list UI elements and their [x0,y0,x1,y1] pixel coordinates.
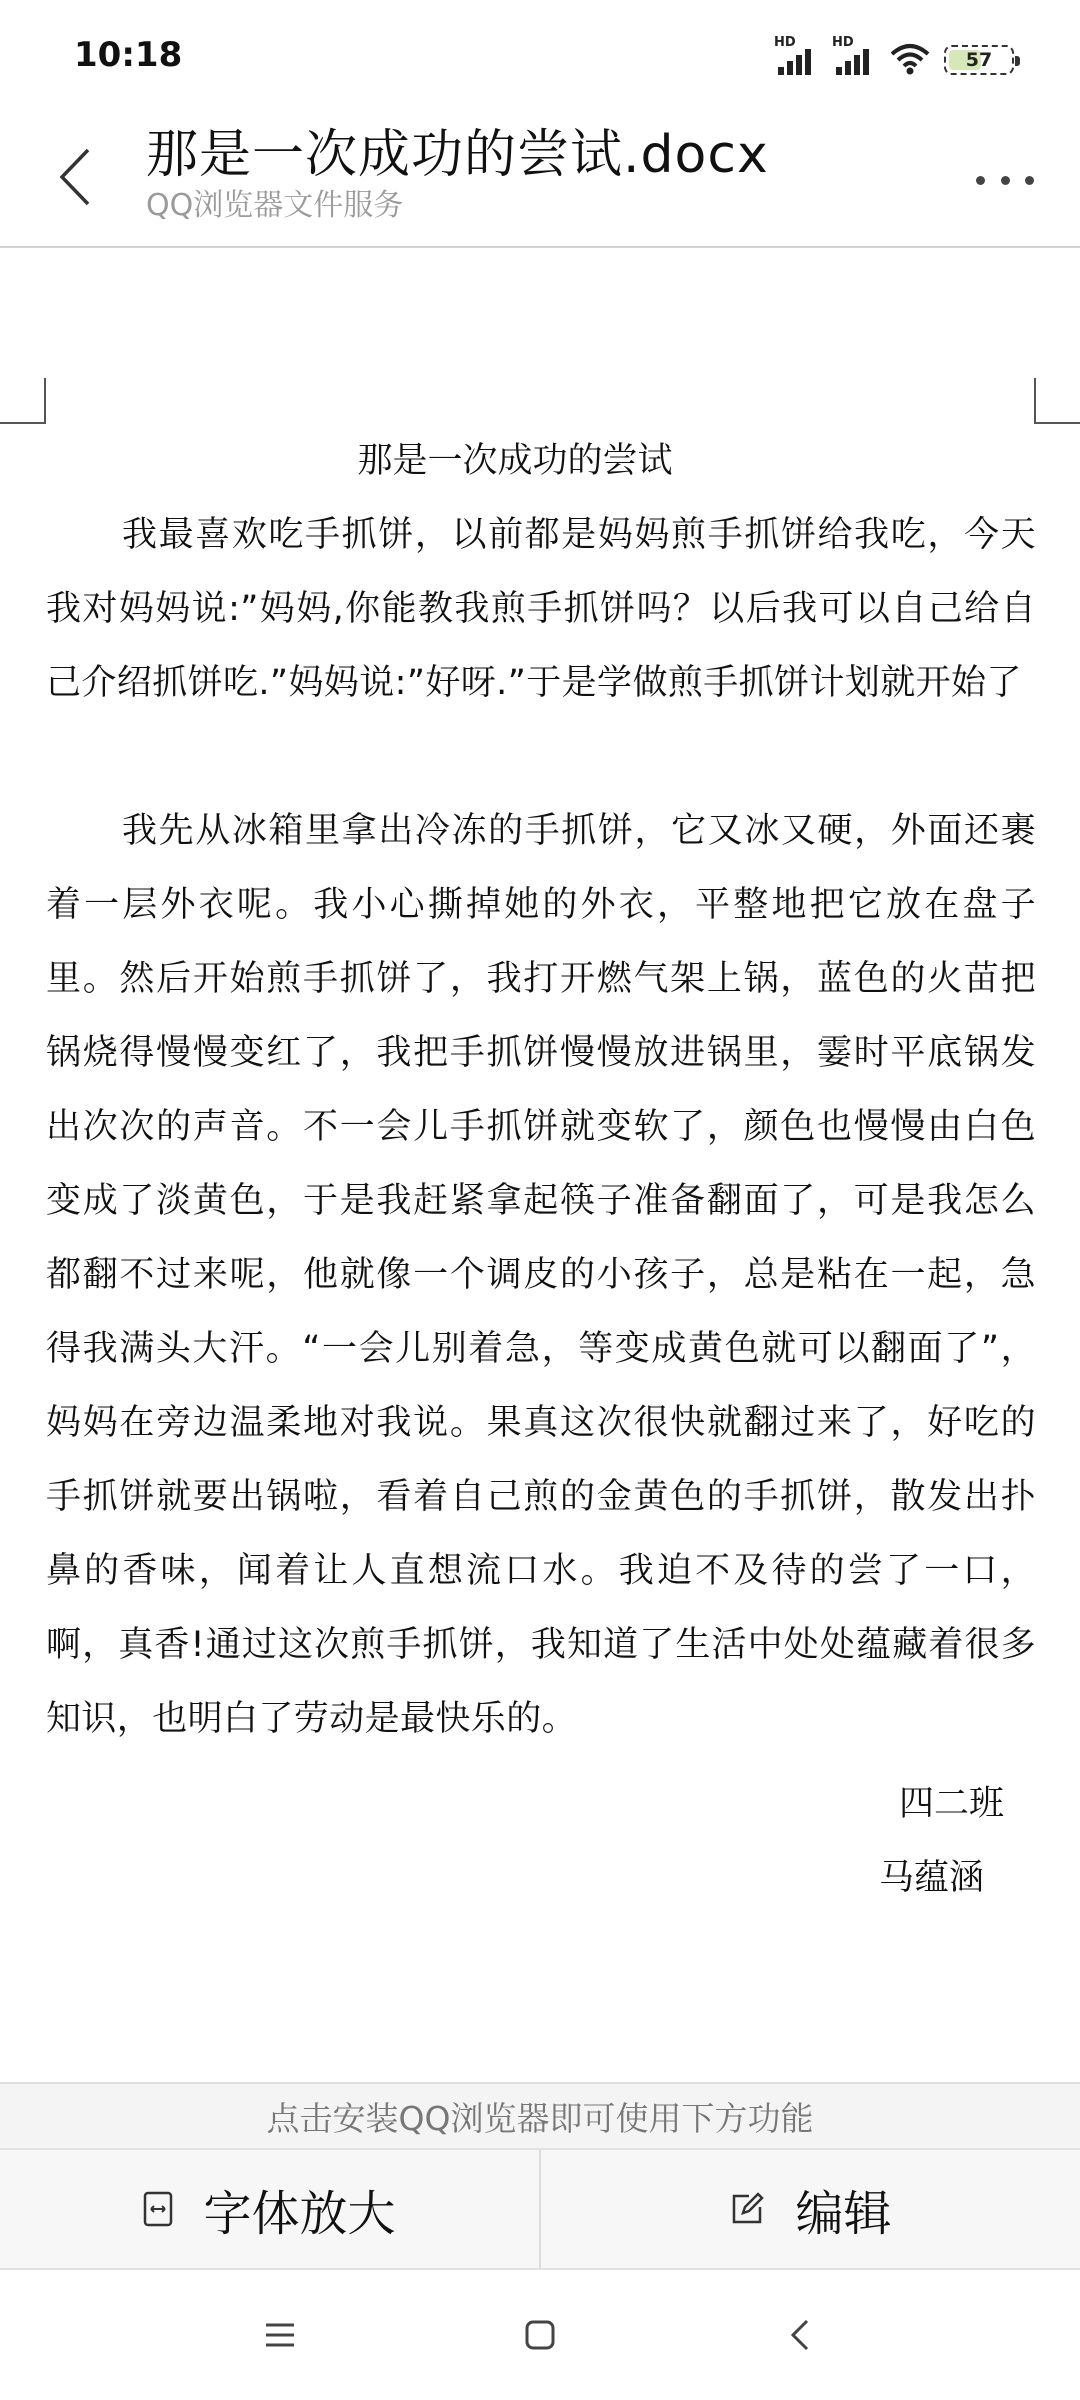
network-hd-label: HD [774,35,796,50]
file-subtitle: QQ浏览器文件服务 [146,188,404,223]
chevron-left-icon [56,146,92,208]
document-paragraph: 我最喜欢吃手抓饼，以前都是妈妈煎手抓饼给我吃，今天我对妈妈说:”妈妈,你能教我煎手抓饼吗？以后我可以自己给自己介绍抓饼吃.”妈妈说:”好呀.”于是学做煎手抓饼计划就开始了 [46,515,1036,703]
edit-button[interactable] [539,2150,1080,2268]
wifi-icon [890,43,930,75]
document-author: 马蕴涵 [878,1858,984,1898]
page-corner-mark [0,378,46,424]
cellular-signal-icon [832,35,876,75]
document-title: 那是一次成功的尝试 [357,441,673,481]
font-enlarge-icon [143,2191,173,2227]
back-button[interactable] [44,132,104,222]
bottom-action-bar [0,2148,1080,2270]
file-title: 那是一次成功的尝试.docx [146,125,769,185]
app-bar [0,110,1080,248]
nav-home-button[interactable] [500,2305,580,2365]
cellular-signal-icon [774,35,818,75]
square-home-icon [524,2319,556,2351]
document-class-name: 四二班 [898,1784,1004,1824]
edit-label: 编辑 [795,2185,892,2242]
menu-lines-icon [265,2322,295,2348]
page-corner-mark [1034,378,1080,424]
status-time: 10:18 [74,35,183,75]
document-viewer[interactable] [0,250,1080,2080]
status-icons [774,35,1014,75]
network-hd-label: HD [832,35,854,50]
system-nav-bar [0,2270,1080,2400]
edit-pencil-icon [729,2191,765,2227]
status-bar [0,0,1080,110]
font-enlarge-button[interactable] [0,2150,539,2268]
battery-icon [944,45,1014,75]
battery-level: 57 [965,49,993,71]
font-enlarge-label: 字体放大 [203,2185,396,2242]
more-options-button[interactable] [970,150,1040,210]
chevron-left-icon [789,2318,811,2352]
document-paragraph: 我先从冰箱里拿出冷冻的手抓饼，它又冰又硬，外面还裹着一层外衣呢。我小心撕掉她的外衣，平整地把它放在盘子里。然后开始煎手抓饼了，我打开燃气架上锅，蓝色的火苗把锅烧得慢慢变红了，我把手抓饼慢慢放进锅里，霎时平底锅发出次次的声音。不一会儿手抓饼就变软了，颜色也慢慢由白色变成了淡黄色，于是我赶紧拿起筷子准备翻面了，可是我怎么都翻不过来呢，他就像一个调皮的小孩子，总是粘在一起，急得我满头大汗。“一会儿别着急，等变成黄色就可以翻面了”，妈妈在旁边温柔地对我说。果真这次很快就翻过来了，好吃的手抓饼就要出锅啦，看着自己煎的金黄色的手抓饼，散发出扑鼻的香味，闻着让人直想流口水。我迫不及待的尝了一口，啊，真香!通过这次煎手抓饼，我知道了生活中处处蕴藏着很多知识，也明白了劳动是最快乐的。 [46,811,1036,1739]
install-promo-banner[interactable]: 点击安装QQ浏览器即可使用下方功能 [0,2082,1080,2148]
nav-menu-button[interactable] [240,2305,320,2365]
more-dots-icon [976,176,985,185]
nav-back-button[interactable] [760,2305,840,2365]
